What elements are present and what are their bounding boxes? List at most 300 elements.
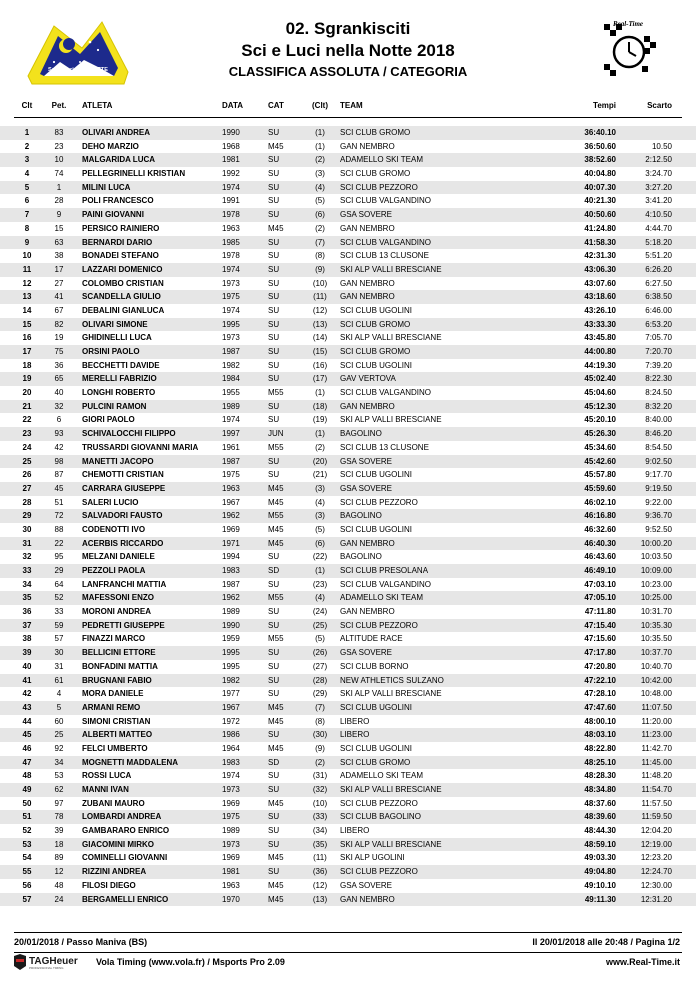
row-data: 1981 bbox=[222, 867, 240, 877]
row-scarto: 8:46.20 bbox=[645, 429, 672, 439]
row-cat: SU bbox=[268, 237, 280, 247]
row-pet: 28 bbox=[54, 196, 64, 206]
row-pet: 57 bbox=[54, 634, 64, 644]
row-team: GSA SOVERE bbox=[340, 880, 393, 890]
row-athlete: ROSSI LUCA bbox=[82, 771, 132, 781]
row-cat-pos: (15) bbox=[312, 347, 328, 356]
table-row bbox=[0, 345, 696, 359]
table-row bbox=[0, 468, 696, 482]
row-cat-pos: (5) bbox=[315, 634, 325, 644]
row-athlete: BRUGNANI FABIO bbox=[82, 675, 152, 685]
row-team: SCI CLUB PEZZORO bbox=[340, 867, 418, 877]
row-clt: 44 bbox=[22, 716, 32, 726]
row-cat: SU bbox=[268, 128, 280, 137]
table-row bbox=[0, 674, 696, 688]
table-row bbox=[0, 701, 696, 715]
row-scarto: 10:25.00 bbox=[640, 593, 672, 603]
row-data: 1969 bbox=[222, 853, 240, 863]
row-clt: 12 bbox=[22, 278, 32, 288]
row-cat-pos: (2) bbox=[315, 757, 325, 767]
table-row bbox=[0, 496, 696, 510]
row-pet: 92 bbox=[54, 743, 64, 753]
row-athlete: LANFRANCHI MATTIA bbox=[82, 579, 167, 589]
row-pet: 88 bbox=[54, 524, 64, 534]
row-cat-pos: (1) bbox=[315, 429, 325, 439]
row-athlete: PULCINI RAMON bbox=[82, 401, 147, 411]
row-athlete: ALBERTI MATTEO bbox=[82, 730, 153, 740]
row-clt: 15 bbox=[22, 319, 32, 329]
row-cat: SU bbox=[268, 607, 280, 617]
row-cat-pos: (30) bbox=[312, 730, 328, 740]
row-tempi: 47:22.10 bbox=[584, 675, 616, 685]
row-cat-pos: (4) bbox=[315, 593, 325, 603]
row-scarto: 3:41.20 bbox=[645, 196, 672, 206]
row-team: SCI CLUB PEZZORO bbox=[340, 798, 418, 808]
row-scarto: 7:05.70 bbox=[645, 333, 672, 343]
row-clt: 23 bbox=[22, 429, 32, 439]
row-data: 1978 bbox=[222, 210, 240, 220]
row-team: GAN NEMBRO bbox=[340, 292, 395, 302]
row-team: ADAMELLO SKI TEAM bbox=[340, 593, 423, 603]
row-tempi: 43:45.80 bbox=[584, 333, 616, 343]
row-cat-pos: (6) bbox=[315, 538, 325, 548]
row-pet: 38 bbox=[54, 251, 64, 261]
event-logo bbox=[24, 18, 132, 88]
row-cat-pos: (5) bbox=[315, 524, 325, 534]
row-pet: 6 bbox=[56, 415, 62, 425]
row-pet: 29 bbox=[54, 566, 64, 575]
row-clt: 43 bbox=[22, 702, 32, 712]
row-athlete: PAINI GIOVANNI bbox=[82, 210, 144, 220]
table-row bbox=[0, 810, 696, 824]
row-cat-pos: (9) bbox=[315, 743, 325, 753]
row-data: 1974 bbox=[222, 415, 240, 425]
header-athlete: ATLETA bbox=[82, 101, 113, 110]
row-team: SKI ALP VALLI BRESCIANE bbox=[340, 689, 442, 699]
row-athlete: POLI FRANCESCO bbox=[82, 196, 154, 206]
row-clt: 51 bbox=[22, 812, 32, 822]
row-cat-pos: (2) bbox=[315, 155, 325, 165]
row-cat-pos: (1) bbox=[315, 141, 325, 151]
row-cat: SU bbox=[268, 620, 280, 630]
tag-heuer-sub-text: PROFESSIONAL TIMING bbox=[29, 966, 64, 970]
table-row bbox=[0, 427, 696, 441]
row-tempi: 44:00.80 bbox=[584, 347, 616, 356]
row-clt: 6 bbox=[24, 196, 30, 206]
row-cat: M55 bbox=[268, 593, 284, 603]
row-data: 1981 bbox=[222, 155, 240, 165]
row-data: 1989 bbox=[222, 826, 240, 836]
row-scarto: 10:09.00 bbox=[640, 566, 672, 575]
row-cat: SU bbox=[268, 812, 280, 822]
row-cat-pos: (36) bbox=[312, 867, 328, 877]
row-team: SCI CLUB BAGOLINO bbox=[340, 812, 421, 822]
row-cat: M45 bbox=[268, 141, 284, 151]
table-row bbox=[0, 153, 696, 167]
row-athlete: GHIDINELLI LUCA bbox=[82, 333, 152, 343]
row-clt: 18 bbox=[22, 360, 32, 370]
row-data: 1995 bbox=[222, 661, 240, 671]
row-pet: 52 bbox=[54, 593, 64, 603]
row-athlete: BONFADINI MATTIA bbox=[82, 661, 158, 671]
table-row bbox=[0, 824, 696, 838]
row-tempi: 43:18.60 bbox=[584, 292, 616, 302]
row-team: SCI CLUB GROMO bbox=[340, 319, 411, 329]
row-pet: 32 bbox=[54, 401, 64, 411]
row-pet: 18 bbox=[54, 839, 64, 849]
row-tempi: 45:04.60 bbox=[584, 388, 616, 398]
row-tempi: 40:21.30 bbox=[584, 196, 616, 206]
table-row bbox=[0, 578, 696, 592]
row-cat: SU bbox=[268, 251, 280, 261]
row-tempi: 38:52.60 bbox=[584, 155, 616, 165]
row-pet: 41 bbox=[54, 292, 64, 302]
row-scarto: 10:31.70 bbox=[640, 607, 672, 617]
table-row bbox=[0, 537, 696, 551]
row-scarto: 11:20.00 bbox=[641, 716, 672, 726]
row-data: 1990 bbox=[222, 128, 240, 137]
row-cat: SU bbox=[268, 839, 280, 849]
row-tempi: 41:24.80 bbox=[584, 223, 616, 233]
table-row bbox=[0, 838, 696, 852]
row-clt: 49 bbox=[22, 785, 32, 794]
footer-print-info: Il 20/01/2018 alle 20:48 / Pagina 1/2 bbox=[532, 937, 680, 947]
row-data: 1968 bbox=[222, 141, 240, 151]
row-tempi: 44:19.30 bbox=[584, 360, 616, 370]
table-row bbox=[0, 290, 696, 304]
row-tempi: 48:25.10 bbox=[584, 757, 616, 767]
row-scarto: 9:19.50 bbox=[645, 483, 672, 493]
event-subtitle: Sci e Luci nella Notte 2018 bbox=[241, 41, 455, 60]
table-row bbox=[0, 126, 696, 140]
row-data: 1989 bbox=[222, 607, 240, 617]
row-cat: SU bbox=[268, 785, 280, 794]
row-tempi: 47:17.80 bbox=[584, 648, 616, 658]
row-data: 1974 bbox=[222, 182, 240, 192]
row-athlete: GAMBARARO ENRICO bbox=[82, 826, 170, 836]
row-cat: SU bbox=[268, 661, 280, 671]
row-scarto: 12:24.70 bbox=[640, 867, 672, 877]
table-row bbox=[0, 331, 696, 345]
row-scarto: 10:48.00 bbox=[640, 689, 672, 699]
table-row bbox=[0, 660, 696, 674]
row-athlete: MORONI ANDREA bbox=[82, 607, 152, 617]
row-team: SKI ALP VALLI BRESCIANE bbox=[340, 785, 442, 794]
row-tempi: 45:57.80 bbox=[584, 470, 616, 480]
row-team: SCI CLUB BORNO bbox=[340, 661, 409, 671]
row-cat: M55 bbox=[268, 634, 284, 644]
row-team: SCI CLUB VALGANDINO bbox=[340, 388, 431, 398]
row-pet: 15 bbox=[54, 223, 64, 233]
row-data: 1969 bbox=[222, 524, 240, 534]
row-scarto: 12:23.20 bbox=[640, 853, 672, 863]
table-row bbox=[0, 277, 696, 291]
header-tempi: Tempi bbox=[593, 101, 616, 110]
row-data: 1990 bbox=[222, 620, 240, 630]
table-header bbox=[0, 101, 696, 115]
row-cat-pos: (8) bbox=[315, 716, 325, 726]
table-row bbox=[0, 304, 696, 318]
row-data: 1975 bbox=[222, 470, 240, 480]
results-table bbox=[0, 126, 696, 906]
row-data: 1977 bbox=[222, 689, 240, 699]
row-data: 1969 bbox=[222, 798, 240, 808]
row-tempi: 47:15.60 bbox=[584, 634, 616, 644]
row-data: 1973 bbox=[222, 333, 240, 343]
table-row bbox=[0, 236, 696, 250]
row-clt: 34 bbox=[22, 579, 32, 589]
row-clt: 40 bbox=[22, 661, 32, 671]
row-pet: 31 bbox=[54, 661, 64, 671]
row-cat: M45 bbox=[268, 538, 284, 548]
row-pet: 53 bbox=[54, 771, 64, 781]
row-athlete: MORA DANIELE bbox=[82, 689, 144, 699]
row-clt: 8 bbox=[24, 223, 30, 233]
table-row bbox=[0, 728, 696, 742]
row-scarto: 10:42.00 bbox=[640, 675, 672, 685]
row-cat: SD bbox=[268, 566, 280, 575]
tag-heuer-logo bbox=[14, 954, 94, 970]
row-cat: M55 bbox=[268, 388, 284, 398]
row-athlete: PERSICO RAINIERO bbox=[82, 223, 160, 233]
row-scarto: 7:39.20 bbox=[645, 360, 672, 370]
table-row bbox=[0, 550, 696, 564]
row-athlete: DEBALINI GIANLUCA bbox=[82, 305, 165, 315]
row-athlete: MILINI LUCA bbox=[82, 182, 131, 192]
row-clt: 28 bbox=[22, 497, 32, 507]
row-cat: M45 bbox=[268, 524, 284, 534]
row-cat-pos: (4) bbox=[315, 497, 325, 507]
row-cat-pos: (17) bbox=[312, 374, 328, 384]
row-clt: 27 bbox=[22, 483, 32, 493]
row-pet: 64 bbox=[54, 579, 64, 589]
row-athlete: LOMBARDI ANDREA bbox=[82, 812, 162, 822]
row-scarto: 9:17.70 bbox=[645, 470, 672, 480]
real-time-logo bbox=[598, 16, 660, 86]
row-clt: 47 bbox=[22, 757, 32, 767]
table-row bbox=[0, 455, 696, 469]
row-clt: 16 bbox=[22, 333, 32, 343]
header-data: DATA bbox=[222, 101, 244, 110]
row-team: ALTITUDE RACE bbox=[340, 634, 403, 644]
row-clt: 14 bbox=[22, 305, 32, 315]
row-data: 1962 bbox=[222, 593, 240, 603]
row-tempi: 47:20.80 bbox=[584, 661, 616, 671]
row-scarto: 7:20.70 bbox=[645, 347, 672, 356]
row-tempi: 49:10.10 bbox=[584, 880, 616, 890]
row-pet: 98 bbox=[54, 456, 64, 466]
row-cat: SU bbox=[268, 374, 280, 384]
row-cat-pos: (21) bbox=[312, 470, 328, 480]
row-team: SCI CLUB UGOLINI bbox=[340, 702, 413, 712]
row-pet: 82 bbox=[54, 319, 64, 329]
row-scarto: 6:27.50 bbox=[645, 278, 672, 288]
row-tempi: 46:43.60 bbox=[584, 552, 616, 562]
row-clt: 2 bbox=[24, 141, 30, 151]
row-athlete: MAFESSONI ENZO bbox=[82, 593, 155, 603]
row-cat: JUN bbox=[268, 429, 284, 439]
row-team: LIBERO bbox=[340, 730, 370, 740]
row-team: ADAMELLO SKI TEAM bbox=[340, 155, 423, 165]
row-cat: M45 bbox=[268, 483, 284, 493]
row-tempi: 46:32.60 bbox=[584, 524, 616, 534]
header-divider bbox=[14, 117, 682, 118]
row-data: 1982 bbox=[222, 675, 240, 685]
footer-date-location: 20/01/2018 / Passo Maniva (BS) bbox=[14, 937, 148, 947]
table-row bbox=[0, 194, 696, 208]
row-athlete: MERELLI FABRIZIO bbox=[82, 374, 157, 384]
row-data: 1997 bbox=[222, 429, 240, 439]
row-scarto: 11:57.50 bbox=[641, 798, 672, 808]
row-athlete: SALVADORI FAUSTO bbox=[82, 511, 163, 521]
row-team: BAGOLINO bbox=[340, 552, 382, 562]
table-row bbox=[0, 715, 696, 729]
row-pet: 59 bbox=[54, 620, 64, 630]
row-cat: SU bbox=[268, 401, 280, 411]
row-cat-pos: (20) bbox=[312, 456, 328, 466]
row-pet: 87 bbox=[54, 470, 64, 480]
row-athlete: MOGNETTI MADDALENA bbox=[82, 757, 178, 767]
row-scarto: 6:38.50 bbox=[645, 292, 672, 302]
row-team: SCI CLUB UGOLINI bbox=[340, 470, 413, 480]
row-tempi: 49:03.30 bbox=[584, 853, 616, 863]
row-scarto: 10:35.50 bbox=[640, 634, 672, 644]
row-athlete: ZUBANI MAURO bbox=[82, 798, 145, 808]
row-tempi: 45:59.60 bbox=[584, 483, 616, 493]
row-data: 1974 bbox=[222, 264, 240, 274]
row-cat: M45 bbox=[268, 894, 284, 904]
table-row bbox=[0, 318, 696, 332]
row-scarto: 10.50 bbox=[651, 141, 672, 151]
row-cat-pos: (7) bbox=[315, 702, 325, 712]
row-data: 1959 bbox=[222, 634, 240, 644]
row-cat: M45 bbox=[268, 702, 284, 712]
footer-divider-top bbox=[14, 932, 682, 933]
table-row bbox=[0, 372, 696, 386]
row-tempi: 45:26.30 bbox=[584, 429, 616, 439]
row-team: LIBERO bbox=[340, 826, 370, 836]
row-data: 1974 bbox=[222, 305, 240, 315]
row-athlete: GIACOMINI MIRKO bbox=[82, 839, 154, 849]
row-clt: 41 bbox=[22, 675, 32, 685]
row-cat: SU bbox=[268, 319, 280, 329]
row-clt: 22 bbox=[22, 415, 32, 425]
row-clt: 17 bbox=[22, 347, 32, 356]
row-team: SCI CLUB UGOLINI bbox=[340, 360, 413, 370]
row-data: 1995 bbox=[222, 648, 240, 658]
classification-title: CLASSIFICA ASSOLUTA / CATEGORIA bbox=[228, 64, 468, 79]
row-cat-pos: (16) bbox=[312, 360, 328, 370]
row-data: 1973 bbox=[222, 839, 240, 849]
row-tempi: 36:50.60 bbox=[584, 141, 616, 151]
row-data: 1987 bbox=[222, 579, 240, 589]
row-athlete: MANETTI JACOPO bbox=[82, 456, 154, 466]
row-athlete: CARRARA GIUSEPPE bbox=[82, 483, 166, 493]
row-team: SCI CLUB UGOLINI bbox=[340, 524, 413, 534]
row-athlete: LAZZARI DOMENICO bbox=[82, 264, 163, 274]
row-tempi: 40:07.30 bbox=[584, 182, 616, 192]
row-pet: 17 bbox=[54, 264, 64, 274]
table-row bbox=[0, 605, 696, 619]
row-cat: M55 bbox=[268, 511, 284, 521]
table-row bbox=[0, 591, 696, 605]
table-row bbox=[0, 181, 696, 195]
row-cat-pos: (23) bbox=[312, 579, 328, 589]
row-tempi: 36:40.10 bbox=[584, 128, 616, 137]
row-scarto: 11:42.70 bbox=[641, 743, 672, 753]
row-scarto: 6:26.20 bbox=[645, 264, 672, 274]
row-athlete: CODENOTTI IVO bbox=[82, 524, 146, 534]
row-clt: 36 bbox=[22, 607, 32, 617]
row-data: 1973 bbox=[222, 785, 240, 794]
row-cat-pos: (31) bbox=[312, 771, 328, 781]
row-clt: 21 bbox=[22, 401, 32, 411]
row-team: NEW ATHLETICS SULZANO bbox=[340, 675, 444, 685]
row-tempi: 40:50.60 bbox=[584, 210, 616, 220]
row-cat-pos: (1) bbox=[315, 388, 325, 398]
row-athlete: TRUSSARDI GIOVANNI MARIA bbox=[82, 442, 199, 452]
row-clt: 32 bbox=[22, 552, 32, 562]
row-cat: M55 bbox=[268, 442, 284, 452]
row-cat-pos: (22) bbox=[312, 552, 328, 562]
row-pet: 89 bbox=[54, 853, 64, 863]
row-cat: SU bbox=[268, 182, 280, 192]
row-tempi: 41:58.30 bbox=[584, 237, 616, 247]
row-cat: SU bbox=[268, 305, 280, 315]
row-athlete: ORSINI PAOLO bbox=[82, 347, 140, 356]
row-scarto: 3:24.70 bbox=[645, 169, 672, 179]
row-clt: 31 bbox=[22, 538, 32, 548]
row-cat: SD bbox=[268, 757, 280, 767]
row-cat-pos: (13) bbox=[312, 894, 328, 904]
row-athlete: OLIVARI ANDREA bbox=[82, 128, 150, 137]
row-tempi: 45:34.60 bbox=[584, 442, 616, 452]
row-data: 1963 bbox=[222, 880, 240, 890]
row-scarto: 10:37.70 bbox=[640, 648, 672, 658]
row-cat-pos: (33) bbox=[312, 812, 328, 822]
row-cat-pos: (9) bbox=[315, 264, 325, 274]
row-tempi: 47:28.10 bbox=[584, 689, 616, 699]
row-cat: SU bbox=[268, 456, 280, 466]
row-team: SKI ALP VALLI BRESCIANE bbox=[340, 839, 442, 849]
row-clt: 48 bbox=[22, 771, 32, 781]
row-tempi: 47:03.10 bbox=[584, 579, 616, 589]
row-clt: 54 bbox=[22, 853, 32, 863]
row-tempi: 45:20.10 bbox=[584, 415, 616, 425]
row-clt: 53 bbox=[22, 839, 32, 849]
row-tempi: 45:42.60 bbox=[584, 456, 616, 466]
row-pet: 65 bbox=[54, 374, 64, 384]
row-data: 1995 bbox=[222, 319, 240, 329]
row-cat-pos: (32) bbox=[312, 785, 328, 794]
row-team: SCI CLUB UGOLINI bbox=[340, 305, 413, 315]
table-row bbox=[0, 222, 696, 236]
row-clt: 20 bbox=[22, 388, 32, 398]
row-pet: 67 bbox=[54, 305, 64, 315]
row-tempi: 48:39.60 bbox=[584, 812, 616, 822]
header-cat: CAT bbox=[268, 101, 284, 110]
row-cat-pos: (3) bbox=[315, 169, 325, 179]
row-pet: 19 bbox=[54, 333, 64, 343]
row-pet: 34 bbox=[54, 757, 64, 767]
row-scarto: 2:12.50 bbox=[645, 155, 672, 165]
row-cat: SU bbox=[268, 333, 280, 343]
row-clt: 55 bbox=[22, 867, 32, 877]
row-clt: 35 bbox=[22, 593, 32, 603]
row-data: 1984 bbox=[222, 374, 240, 384]
row-cat-pos: (14) bbox=[312, 333, 328, 343]
row-pet: 22 bbox=[54, 538, 64, 548]
